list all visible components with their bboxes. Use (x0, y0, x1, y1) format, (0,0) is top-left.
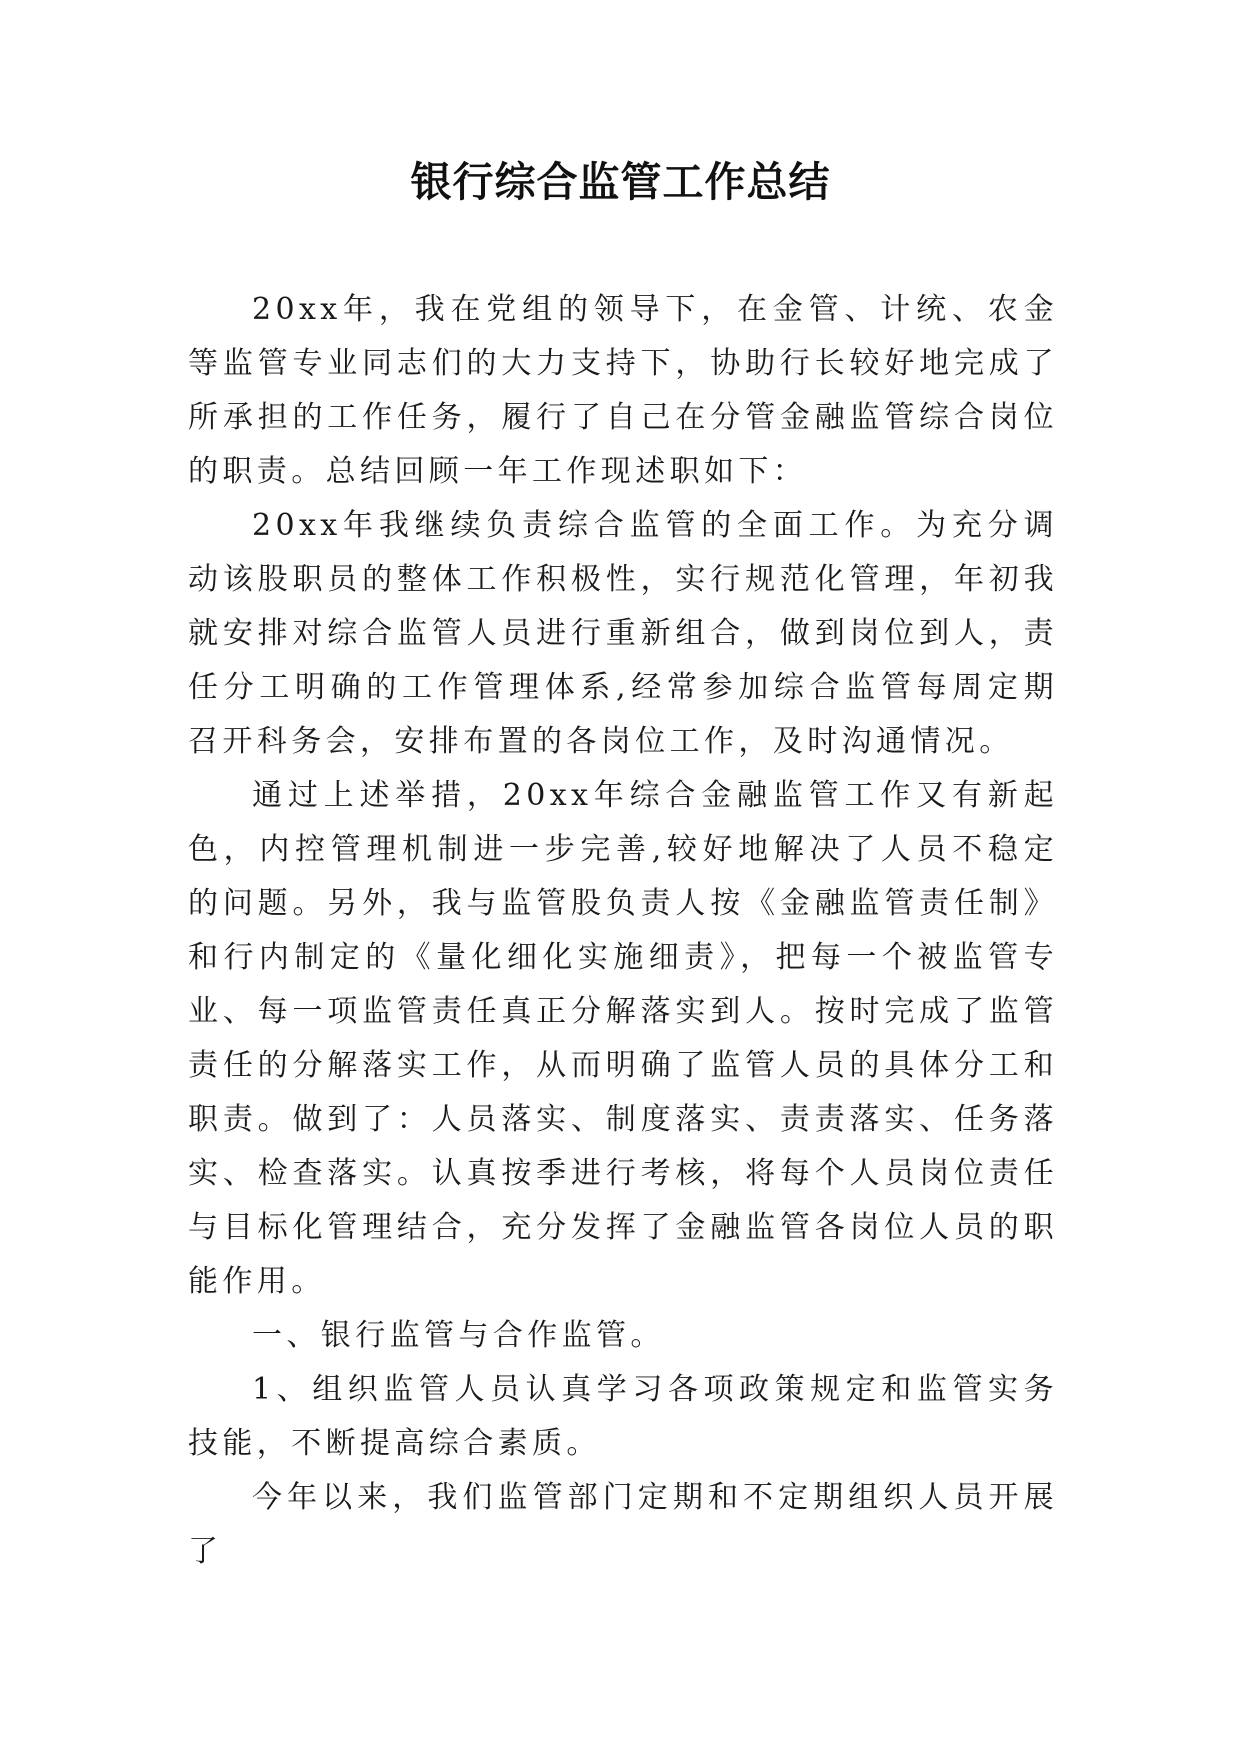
paragraph-item-1: 1、组织监管人员认真学习各项政策规定和监管实务技能，不断提高综合素质。 (188, 1372, 1058, 1461)
paragraph-this-year: 今年以来，我们监管部门定期和不定期组织人员开展了 (188, 1480, 1058, 1569)
paragraph-comprehensive-work: 20xx年我继续负责综合监管的全面工作。为充分调动该股职员的整体工作积极性，实行规范化管理，年初我就安排对综合监管人员进行重新组合，做到岗位到人，责任分工明确的工作管理体系,经常参加综合监管每周定期召开科务会，安排布置的各岗位工作，及时沟通情况。 (188, 508, 1058, 759)
section-heading-bank-supervision: 一、银行监管与合作监管。 (252, 1318, 665, 1353)
document-body (188, 283, 1058, 1579)
paragraph-measures-results: 通过上述举措，20xx年综合金融监管工作又有新起色，内控管理机制进一步完善,较好地解决了人员不稳定的问题。另外，我与监管股负责人按《金融监管责任制》和行内制定的《量化细化实施细责》，把每一个被监管专业、每一项监管责任真正分解落实到人。按时完成了监管责任的分解落实工作，从而明确了监管人员的具体分工和职责。做到了：人员落实、制度落实、责责落实、任务落实、检查落实。认真按季进行考核，将每个人员岗位责任与目标化管理结合，充分发挥了金融监管各岗位人员的职能作用。 (188, 778, 1058, 1299)
document-title: 银行综合监管工作总结 (410, 158, 831, 206)
paragraph-intro: 20xx年，我在党组的领导下，在金管、计统、农金等监管专业同志们的大力支持下，协助行长较好地完成了所承担的工作任务，履行了自己在分管金融监管综合岗位的职责。总结回顾一年工作现述职如下： (188, 292, 1058, 489)
